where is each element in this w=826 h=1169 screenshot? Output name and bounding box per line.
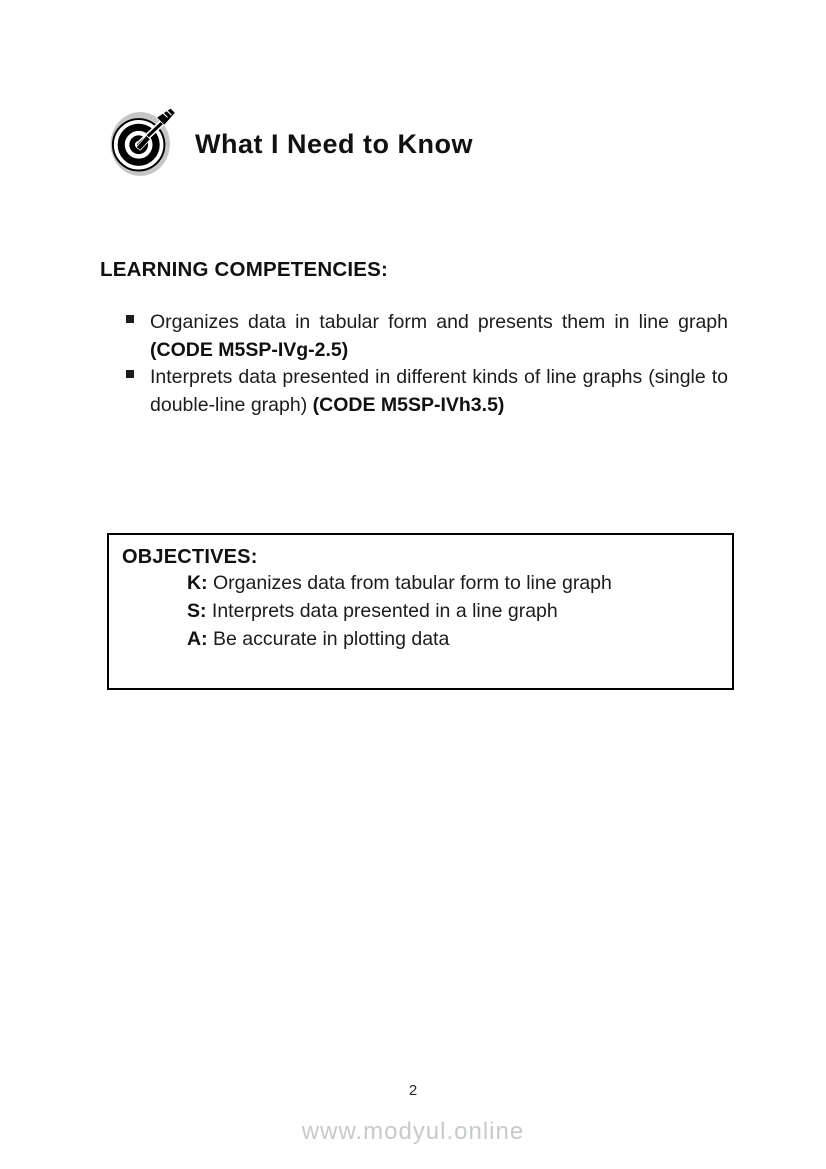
target-bullseye-icon <box>102 103 180 185</box>
objective-attitude-prefix: A: <box>187 628 208 650</box>
competency-item-1-text: Organizes data in tabular form and presents them in line graph <box>150 311 728 333</box>
page-title: What I Need to Know <box>195 128 473 159</box>
learning-competencies-section <box>100 258 728 419</box>
objective-skill-text: Interprets data presented in a line graph <box>211 600 558 622</box>
learning-competencies-heading: LEARNING COMPETENCIES: <box>100 258 388 281</box>
competency-item-2-code: (CODE M5SP-IVh3.5) <box>312 393 505 416</box>
page-header <box>102 103 473 185</box>
square-bullet-icon <box>126 315 134 323</box>
competency-item-1 <box>150 309 728 364</box>
objective-skill-prefix: S: <box>187 600 207 622</box>
watermark-text: www.modyul.online <box>301 1118 525 1145</box>
objective-knowledge-prefix: K: <box>187 572 208 594</box>
competency-item-2-text: Interprets data presented in different kinds of line graphs (single to double-line graph) <box>150 366 728 416</box>
competency-list <box>100 309 728 419</box>
competency-item-1-code: (CODE M5SP-IVg-2.5) <box>150 338 349 361</box>
objectives-box <box>107 533 734 690</box>
competency-item-2 <box>150 364 728 419</box>
objective-knowledge <box>187 569 718 597</box>
square-bullet-icon <box>126 370 134 378</box>
page-number: 2 <box>408 1082 418 1099</box>
objective-skill <box>187 597 718 625</box>
objective-attitude-text: Be accurate in plotting data <box>213 628 450 650</box>
objective-attitude <box>187 625 718 653</box>
objectives-heading: OBJECTIVES: <box>122 546 258 568</box>
objective-knowledge-text: Organizes data from tabular form to line graph <box>213 572 612 594</box>
